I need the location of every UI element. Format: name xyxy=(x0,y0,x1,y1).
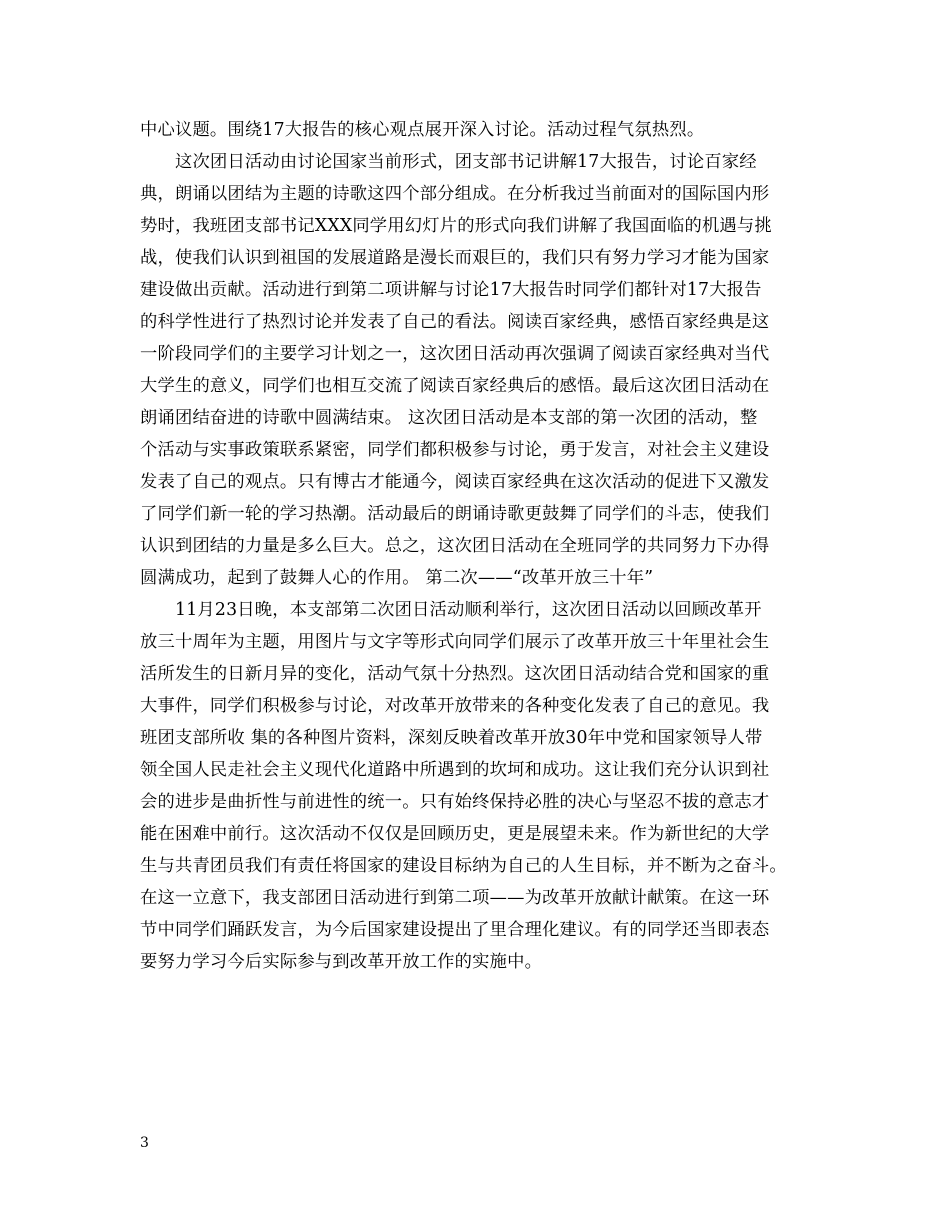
text-line: 放三十周年为主题，用图片与文字等形式向同学们展示了改革开放三十年里社会生 xyxy=(140,632,770,652)
text-line: 的科学性进行了热烈讨论并发表了自己的看法。阅读百家经典，感悟百家经典是这 xyxy=(140,312,770,332)
text-line: 战，使我们认识到祖国的发展道路是漫长而艰巨的，我们只有努力学习才能为国家 xyxy=(140,248,770,268)
text-line: 圆满成功，起到了鼓舞人心的作用。 第二次——“改革开放三十年” xyxy=(140,568,654,588)
page-number: 3 xyxy=(140,1135,149,1151)
text-line: 会的进步是曲折性与前进性的统一。只有始终保持必胜的决心与坚忍不拔的意志才 xyxy=(140,792,770,812)
text-line: 大学生的意义，同学们也相互交流了阅读百家经典后的感悟。最后这次团日活动在 xyxy=(140,376,770,396)
text-line: 生与共青团员我们有责任将国家的建设目标纳为自己的人生目标，并不断为之奋斗。 xyxy=(140,856,787,876)
text-line: 了同学们新一轮的学习热潮。活动最后的朗诵诗歌更鼓舞了同学们的斗志，使我们 xyxy=(140,504,770,524)
body-text xyxy=(140,114,830,978)
text-line: 一阶段同学们的主要学习计划之一，这次团日活动再次强调了阅读百家经典对当代 xyxy=(140,344,770,364)
text-line: 能在困难中前行。这次活动不仅仅是回顾历史，更是展望未来。作为新世纪的大学 xyxy=(140,824,770,844)
text-line: 典，朗诵以团结为主题的诗歌这四个部分组成。在分析我过当前面对的国际国内形 xyxy=(140,184,770,204)
text-line: 个活动与实事政策联系紧密，同学们都积极参与讨论，勇于发言，对社会主义建设 xyxy=(140,440,770,460)
text-line: 11月23日晚，本支部第二次团日活动顺利举行，这次团日活动以回顾改革开 xyxy=(175,600,762,620)
text-line: 势时，我班团支部书记XXX同学用幻灯片的形式向我们讲解了我国面临的机遇与挑 xyxy=(140,216,772,236)
text-line: 中心议题。围绕17大报告的核心观点展开深入讨论。活动过程气氛热烈。 xyxy=(140,120,705,140)
text-line: 在这一立意下，我支部团日活动进行到第二项——为改革开放献计献策。在这一环 xyxy=(140,888,770,908)
text-line: 要努力学习今后实际参与到改革开放工作的实施中。 xyxy=(140,952,543,972)
text-line: 发表了自己的观点。只有博古才能通今，阅读百家经典在这次活动的促进下又激发 xyxy=(140,472,770,492)
text-line: 班团支部所收 集的各种图片资料，深刻反映着改革开放30年中党和国家领导人带 xyxy=(140,728,763,748)
text-line: 领全国人民走社会主义现代化道路中所遇到的坎坷和成功。这让我们充分认识到社 xyxy=(140,760,770,780)
text-line: 建设做出贡献。活动进行到第二项讲解与讨论17大报告时同学们都针对17大报告 xyxy=(140,280,762,300)
text-line: 认识到团结的力量是多么巨大。总之，这次团日活动在全班同学的共同努力下办得 xyxy=(140,536,770,556)
text-line: 朗诵团结奋进的诗歌中圆满结束。 这次团日活动是本支部的第一次团的活动，整 xyxy=(140,408,758,428)
text-line: 这次团日活动由讨论国家当前形式，团支部书记讲解17大报告，讨论百家经 xyxy=(175,152,757,172)
text-line: 活所发生的日新月异的变化，活动气氛十分热烈。这次团日活动结合党和国家的重 xyxy=(140,664,770,684)
text-line: 节中同学们踊跃发言，为今后国家建设提出了里合理化建议。有的同学还当即表态 xyxy=(140,920,770,940)
text-line: 大事件，同学们积极参与讨论，对改革开放带来的各种变化发表了自己的意见。我 xyxy=(140,696,770,716)
